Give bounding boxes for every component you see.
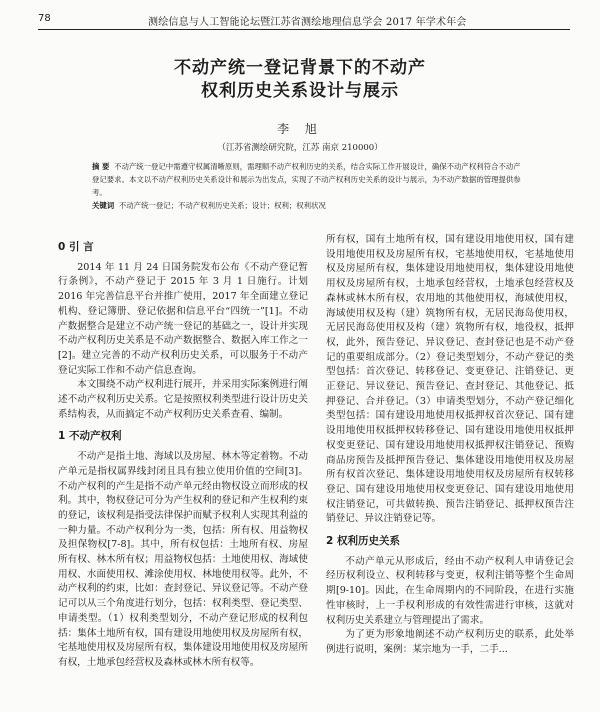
section-2-heading: 2 权利历史关系 bbox=[326, 535, 400, 548]
right-column bbox=[326, 233, 574, 658]
left-column bbox=[58, 233, 308, 671]
header-rule bbox=[38, 29, 570, 30]
keywords-label: 关键词 bbox=[92, 201, 115, 210]
section-1-heading: 1 不动产权利 bbox=[58, 430, 122, 443]
section-1-paragraph-1-continued: 所有权，国有土地所有权，国有建设用地使用权，国有建设用地使用权及房屋所有权，宅基地使用权，宅基地使用权及房屋所有权，集体建设用地使用权，集体建设用地使用权及房屋所有权，土地承包经营权，土地承包经营权及森林或林木所有权，农用地的其他使用权，海域使用权，海域使用权及构（建）筑物所有权，无居民海岛使用权，无居民海岛使用权及构（建）筑物所有权，地役权，抵押权，此外，预告登记、异议登记、查封登记也是不动产登记的重要组成部分。（2）登记类型划分，不动产登记的类型包括：首次登记、转移登记、变更登记、注销登记、更正登记、异议登记、预告登记、查封登记、其他登记、抵押登记、合并登记。（3）申请类型划分，不动产登记细化类型包括：国有建设用地使用权抵押权首次登记、国有建设用地使用权抵押权转移登记、国有建设用地使用权抵押权变更登记、国有建设用地使用权抵押权注销登记、预购商品房预告及抵押预告登记、集体建设用地使用权及房屋所有权首次登记、集体建设用地使用权及房屋所有权转移登记、国有建设用地使用权变更登记、国有建设用地使用权注销登记，可共做转换、预告注销登记、抵押权预告注销登记、异议注销登记等。 bbox=[326, 234, 574, 525]
article-title bbox=[60, 57, 540, 103]
journal-title: 测绘信息与人工智能论坛暨江苏省测绘地理信息学会 2017 年学术年会 bbox=[148, 17, 467, 28]
section-0-paragraph-2: 本文围绕不动产权利进行展开，并采用实际案例进行阐述不动产权利历史关系。它是按照权利类型进行设计历史关系结构表，从而搞定不动产权利历史关系查看、编制。 bbox=[58, 379, 308, 420]
keywords-text: 不动产统一登记；不动产权利历史关系；设计；权利；权利状况 bbox=[118, 201, 326, 210]
page-number: 78 bbox=[38, 13, 51, 24]
abstract-block bbox=[92, 160, 522, 212]
section-2-paragraph-2: 为了更为形象地阐述不动产权利历史的联系，此处举例进行说明，案例：某宗地为一手，二手... bbox=[326, 629, 574, 655]
keywords bbox=[92, 199, 522, 212]
section-0-heading: 0 引 言 bbox=[58, 241, 94, 253]
abstract-label: 摘 要 bbox=[92, 162, 110, 171]
author-affiliation: （江苏省测绘研究院，江苏 南京 210000） bbox=[217, 143, 383, 153]
author-name: 李 旭 bbox=[277, 122, 323, 136]
abstract-text: 不动产统一登记中需遵守权属清晰原则，需理顺不动产权利历史的关系，结合实际工作开展设计，确保不动产权利符合不动产登记要求。本文以不动产权利历史关系设计和展示为出发点，实现了不动产权利历史关系的设计与展示，为不动产数据的管理提供参考。 bbox=[92, 162, 521, 197]
title-line-1: 不动产统一登记背景下的不动产 bbox=[174, 58, 426, 78]
section-1-paragraph-1: 不动产是指土地、海域以及房屋、林木等定着物。不动产单元是指权属界线封闭且具有独立使用价值的空间[3]。不动产权利的产生是指不动产单元经由物权设立而形成的权利。其中，物权登记可分为产生权利的登记和产生权利约束的登记，该权利是指受法律保护而赋予权利人实现其利益的一种力量。不动产权利分为一类，包括：所有权、用益物权及担保物权[7-8]。其中，所有权包括：土地所有权、房屋所有权、林木所有权；用益物权包括：土地使用权、海域使用权、水面使用权、滩涂使用权、林地使用权等。此外，不动产权利的约束，比如：查封登记、异议登记等。不动产登记可以从三个角度进行划分，包括：权利类型、登记类型、申请类型。（1）权利类型划分，不动产登记形成的权利包括：集体土地所有权，国有建设用地使用权及房屋所有权，宅基地使用权及房屋所有权，集体建设用地使用权及房屋所有权，土地承包经营权及森林或林木所有权等。 bbox=[58, 451, 308, 668]
section-2-paragraph-1: 不动产单元从形成后，经由不动产权利人申请登记会经历权利设立、权利转移与变更，权利注销等整个生命周期[9-10]。因此，在生命周期内的不同阶段，在进行实施性审核时，上一手权利形成的有效性需进行审核，这就对权利历史关系建立与管理提出了需求。 bbox=[326, 555, 574, 626]
title-line-2: 权利历史关系设计与展示 bbox=[201, 81, 399, 101]
section-0-paragraph-1: 2014 年 11 月 24 日国务院发布公布《不动产登记暂行条例》，不动产登记于 2015 年 3 月 1 日施行。计划 2016 年完善信息平台并推广使用，2017 年全面建立登记机构、登记簿册、登记依据和信息平台“四统一”[1]。不动产数据整合是建立不动产统一登记的基础之一，设计并实现不动产权利历史关系是不动产数据整合、数据入库工作之一[2]。建立完善的不动产权利历史关系，可以服务于不动产登记实际工作和不动产信息查询。 bbox=[58, 261, 308, 376]
abstract bbox=[92, 160, 522, 199]
running-header bbox=[38, 10, 570, 30]
